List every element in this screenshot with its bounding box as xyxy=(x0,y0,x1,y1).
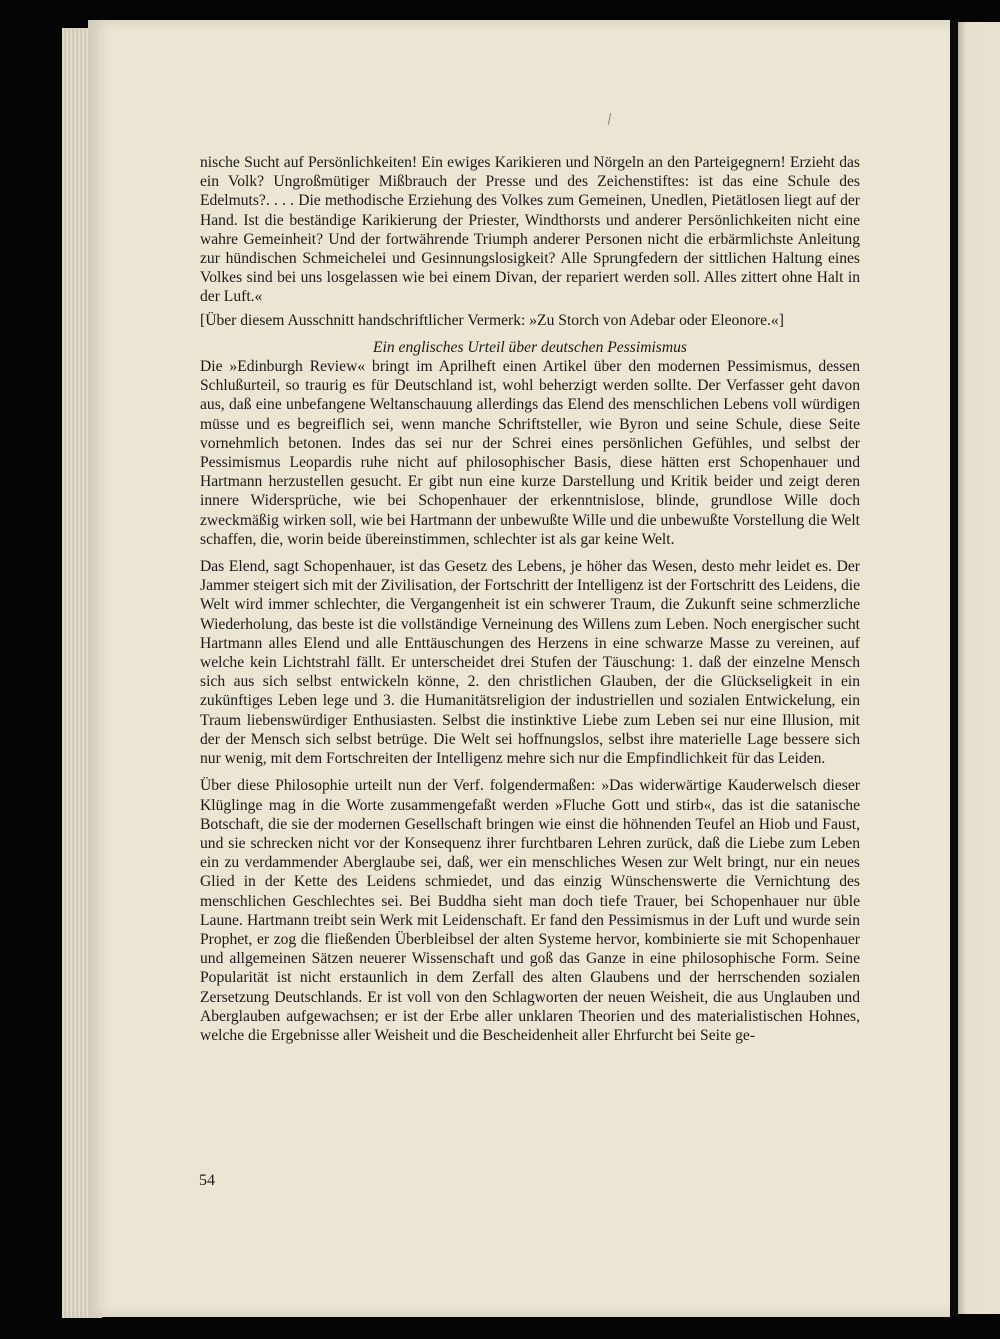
page-number: 54 xyxy=(199,1172,215,1189)
adjacent-page xyxy=(958,22,1000,1314)
paragraph: Das Elend, sagt Schopenhauer, ist das Gesetz des Lebens, je höher das Wesen, desto mehr leidet es. Der Jammer steigert sich mit der Zivilisation, der Fortschritt der Intelligenz ist der Fortschritt des Leidens, die Welt wird immer schlechter, die Vergangenheit ist ein schwerer Traum, die Zukunft seine schmerzliche Wiederholung, das beste ist die vollständige Verneinung des Willens zum Leben. Noch energischer sucht Hartmann alles Elend und alle Enttäuschungen des Herzens in eine schwarze Masse zu vereinen, auf welche kein Lichtstrahl fällt. Er unterscheidet drei Stufen der Täuschung: 1. daß der einzelne Mensch sich aus sich selbst entwickeln könne, 2. den christlichen Glauben, der die Glückseligkeit in ein zukünftiges Leben lege und 3. die Humanitätsreligion der industriellen und sozialen Entwickelung, ein Traum liebenswürdiger Enthusiasten. Selbst die instinktive Liebe zum Leben sei nur eine Illusion, mit der der Mensch sich selbst betrüge. Die Welt sei hoffnungslos, selbst ihre materielle Lage bessere sich nur wenig, mit dem Fortschreiten der Intelligenz mehre sich nur die Empfindlichkeit für das Leiden. xyxy=(200,558,860,768)
paragraph-note: [Über diesem Ausschnitt handschriftlicher Vermerk: »Zu Storch von Adebar oder Eleonore.«] xyxy=(200,311,784,329)
book-gutter xyxy=(950,20,958,1317)
paragraph: Die »Edinburgh Review« bringt im Aprilheft einen Artikel über den modernen Pessimismus, dessen Schlußurteil, so traurig es für Deutschland ist, wohl beherzigt werden sollte. Der Verfasser geht davon aus, daß eine unbefangene Weltanschauung allerdings das Elend des menschlichen Lebens voll würdigen müsse und es begreiflich sei, wenn manche Schriftsteller, wie Byron und seine Schule, diese Seite vornehmlich betonen. Indes das sei nur der Schrei eines persönlichen Gefühles, und selbst der Pessimismus Leopardis ruhe nicht auf philosophischer Basis, diese hätten erst Schopenhauer und Hartmann herzustellen gesucht. Er gibt nun eine kurze Darstellung und Kritik beider und zeigt deren innere Widersprüche, wie bei Schopenhauer der erkenntnislose, blinde, grundlose Wille doch zweckmäßig wirken soll, wie bei Hartmann der unbewußte Wille und die unbewußte Vorstellung die Welt schaffen, die, worin beide übereinstimmen, schlechter ist als gar keine Welt. xyxy=(200,358,860,548)
section-heading: Ein englisches Urteil über deutschen Pessimismus xyxy=(373,338,687,356)
paragraph: Über diese Philosophie urteilt nun der Verf. folgendermaßen: »Das widerwärtige Kauderwelsch dieser Klüglinge mag in die Worte zusammengefaßt werden »Fluche Gott und stirb«, das ist die satanische Botschaft, die sie der modernen Gesellschaft bringen wie einst die höhnenden Teufel an Hiob und Faust, und sie schrecken nicht vor der Konsequenz ihrer furchtbaren Lehren zurück, daß die Liebe zum Leben ein zu verdammender Aberglaube sei, daß, wer ein menschliches Wesen zur Welt bringt, nur ein neues Glied in der Kette des Leidens schmiedet, und das einzig Wünschenswerte die Vernichtung des menschlichen Geschlechtes sei. Bei Buddha sieht man doch tiefe Trauer, bei Schopenhauer nur üble Laune. Hartmann treibt sein Werk mit Leidenschaft. Er fand den Pessimismus in der Luft und wurde sein Prophet, er zog die fließenden Überbleibsel der alten Systeme hervor, kombinierte sie mit Schopenhauer und allgemeinen Sätzen neuerer Wissenschaft und goß das Ganze in eine philosophische Form. Seine Popularität ist nicht erstaunlich in dem Zerfall des alten Glaubens und der herrschenden sozialen Zersetzung Deutschlands. Er ist voll von den Schlagworten der neuen Weisheit, die aus Unglauben und Aberglauben aufgewachsen; er ist der Erbe aller unklaren Theorien und des materialistischen Hohnes, welche die Ergebnisse aller Weisheit und die Bescheidenheit aller Ehrfurcht bei Seite ge- xyxy=(200,777,860,1044)
paragraph: nische Sucht auf Persönlichkeiten! Ein ewiges Karikieren und Nörgeln an den Parteigegnern! Erzieht das ein Volk? Ungroßmütiger Mißbrauch der Presse und des Zeichenstiftes: ist das eine Schule des Edelmuts?. . . . Die methodische Erziehung des Volkes zum Gemeinen, Unedlen, Pietätlosen liegt auf der Hand. Ist die beständige Karikierung der Priester, Windthorsts und anderer Persönlichkeiten nicht eine wahre Gemeinheit? Und der fortwährende Triumph anderer Personen nicht die erbärmlichste Anleitung zur hündischen Schmeichelei und Gesinnungslosigkeit? Alle Sprungfedern der sittlichen Haltung eines Volkes sind bei uns losgelassen wie bei einem Divan, der repariert werden soll. Alles zittert ohne Halt in der Luft.« xyxy=(200,154,860,306)
page-text xyxy=(200,153,860,1053)
